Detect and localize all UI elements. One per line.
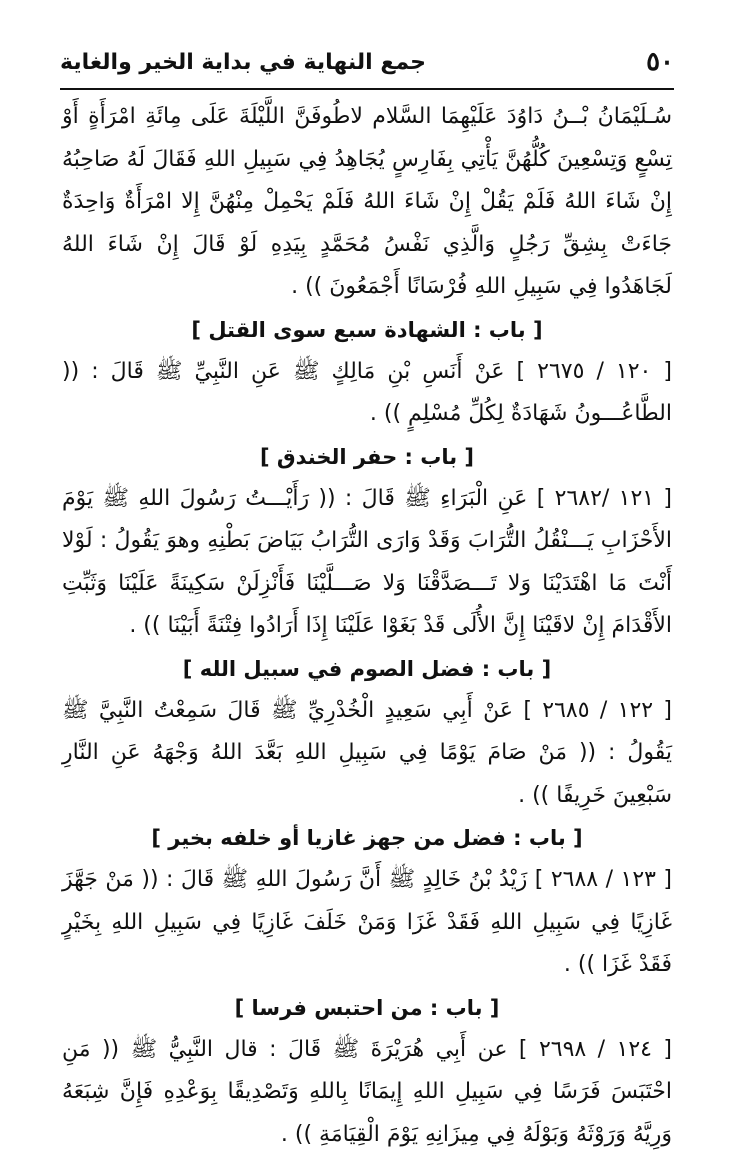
- chapter-heading: [ باب : فضل الصوم في سبيل الله ]: [62, 648, 672, 690]
- chapter-heading: [ باب : الشهادة سبع سوى القتل ]: [62, 309, 672, 351]
- hadith-124: [ ١٢٤ / ٢٦٩٨ ] عن أَبِي هُرَيْرَةَ ﷺ قَالَ : قال النَّبِيُّ ﷺ (( مَنِ احْتَبَسَ فَرَسًا فِي سَبِيلِ اللهِ إِيمَانًا بِاللهِ وَتَصْدِيقًا بِوَعْدِهِ فَإِنَّ شِبَعَهُ وَرِيَّهُ وَرَوْثَهُ وَبَوْلَهُ فِي مِيزَانِهِ يَوْمَ الْقِيَامَةِ )) .: [62, 1029, 672, 1156]
- hadith-120: [ ١٢٠ / ٢٦٧٥ ] عَنْ أَنَسِ بْنِ مَالِكٍ ﷺ عَنِ النَّبِيِّ ﷺ قَالَ : (( الطَّاعُـــونُ شَهَادَةٌ لِكُلِّ مُسْلِمٍ )) .: [62, 351, 672, 436]
- header-rule: [60, 88, 674, 90]
- chapter-heading: [ باب : من احتبس فرسا ]: [62, 987, 672, 1029]
- hadith-121: [ ١٢١ /٢٦٨٢ ] عَنِ الْبَرَاءِ ﷺ قَالَ : (( رَأَيْـــتُ رَسُولَ اللهِ ﷺ يَوْمَ الأَحْزَابِ يَـــنْقُلُ التُّرَابَ وَقَدْ وَارَى التُّرَابُ بَيَاضَ بَطْنِهِ وهوَ يَقُولُ : لَوْلا أَنْتَ مَا اهْتَدَيْنَا وَلا تَـــصَدَّقْنَا وَلا صَـــلَّيْنَا فَأَنْزِلَنْ سَكِينَةً عَلَيْنَا وَثَبِّتِ الأَقْدَامَ إِنْ لاقَيْنَا إِنَّ الأُلَى قَدْ بَغَوْا عَلَيْنَا إِذَا أَرَادُوا فِتْنَةً أَبَيْنَا )) .: [62, 478, 672, 648]
- page-number: ٥٠: [646, 47, 674, 77]
- chapter-heading: [ باب : فضل من جهز غازيا أو خلفه بخير ]: [62, 817, 672, 859]
- page-body: [62, 96, 672, 1156]
- running-title: جمع النهاية في بداية الخير والغاية: [60, 50, 426, 75]
- page-header: [60, 40, 674, 84]
- chapter-heading: [ باب : حفر الخندق ]: [62, 436, 672, 478]
- hadith-123: [ ١٢٣ / ٢٦٨٨ ] زَيْدُ بْنُ خَالِدٍ ﷺ أَنَّ رَسُولَ اللهِ ﷺ قَالَ : (( مَنْ جَهَّزَ غَازِيًا فِي سَبِيلِ اللهِ فَقَدْ غَزَا وَمَنْ خَلَفَ غَازِيًا فِي سَبِيلِ اللهِ بِخَيْرٍ فَقَدْ غَزَا )) .: [62, 859, 672, 987]
- hadith-continuation: سُـلَيْمَانُ بْــنُ دَاوُدَ عَلَيْهِمَا السَّلام لاطُوفَنَّ اللَّيْلَةَ عَلَى مِائَةِ امْرَأَةٍ أَوْ تِسْعٍ وَتِسْعِينَ كُلُّهُنَّ يَأْتِي بِفَارِسٍ يُجَاهِدُ فِي سَبِيلِ اللهِ فَقَالَ لَهُ صَاحِبُهُ إِنْ شَاءَ اللهُ فَلَمْ يَقُلْ إِنْ شَاءَ اللهُ فَلَمْ يَحْمِلْ مِنْهُنَّ إِلا امْرَأَةٌ وَاحِدَةٌ جَاءَتْ بِشِقِّ رَجُلٍ وَالَّذِي نَفْسُ مُحَمَّدٍ بِيَدِهِ لَوْ قَالَ إِنْ شَاءَ اللهُ لَجَاهَدُوا فِي سَبِيلِ اللهِ فُرْسَانًا أَجْمَعُونَ )) .: [62, 96, 672, 309]
- hadith-122: [ ١٢٢ / ٢٦٨٥ ] عَنْ أَبِي سَعِيدٍ الْخُدْرِيِّ ﷺ قَالَ سَمِعْتُ النَّبِيَّ ﷺ يَقُولُ : (( مَنْ صَامَ يَوْمًا فِي سَبِيلِ اللهِ بَعَّدَ اللهُ وَجْهَهُ عَنِ النَّارِ سَبْعِينَ خَرِيفًا )) .: [62, 690, 672, 818]
